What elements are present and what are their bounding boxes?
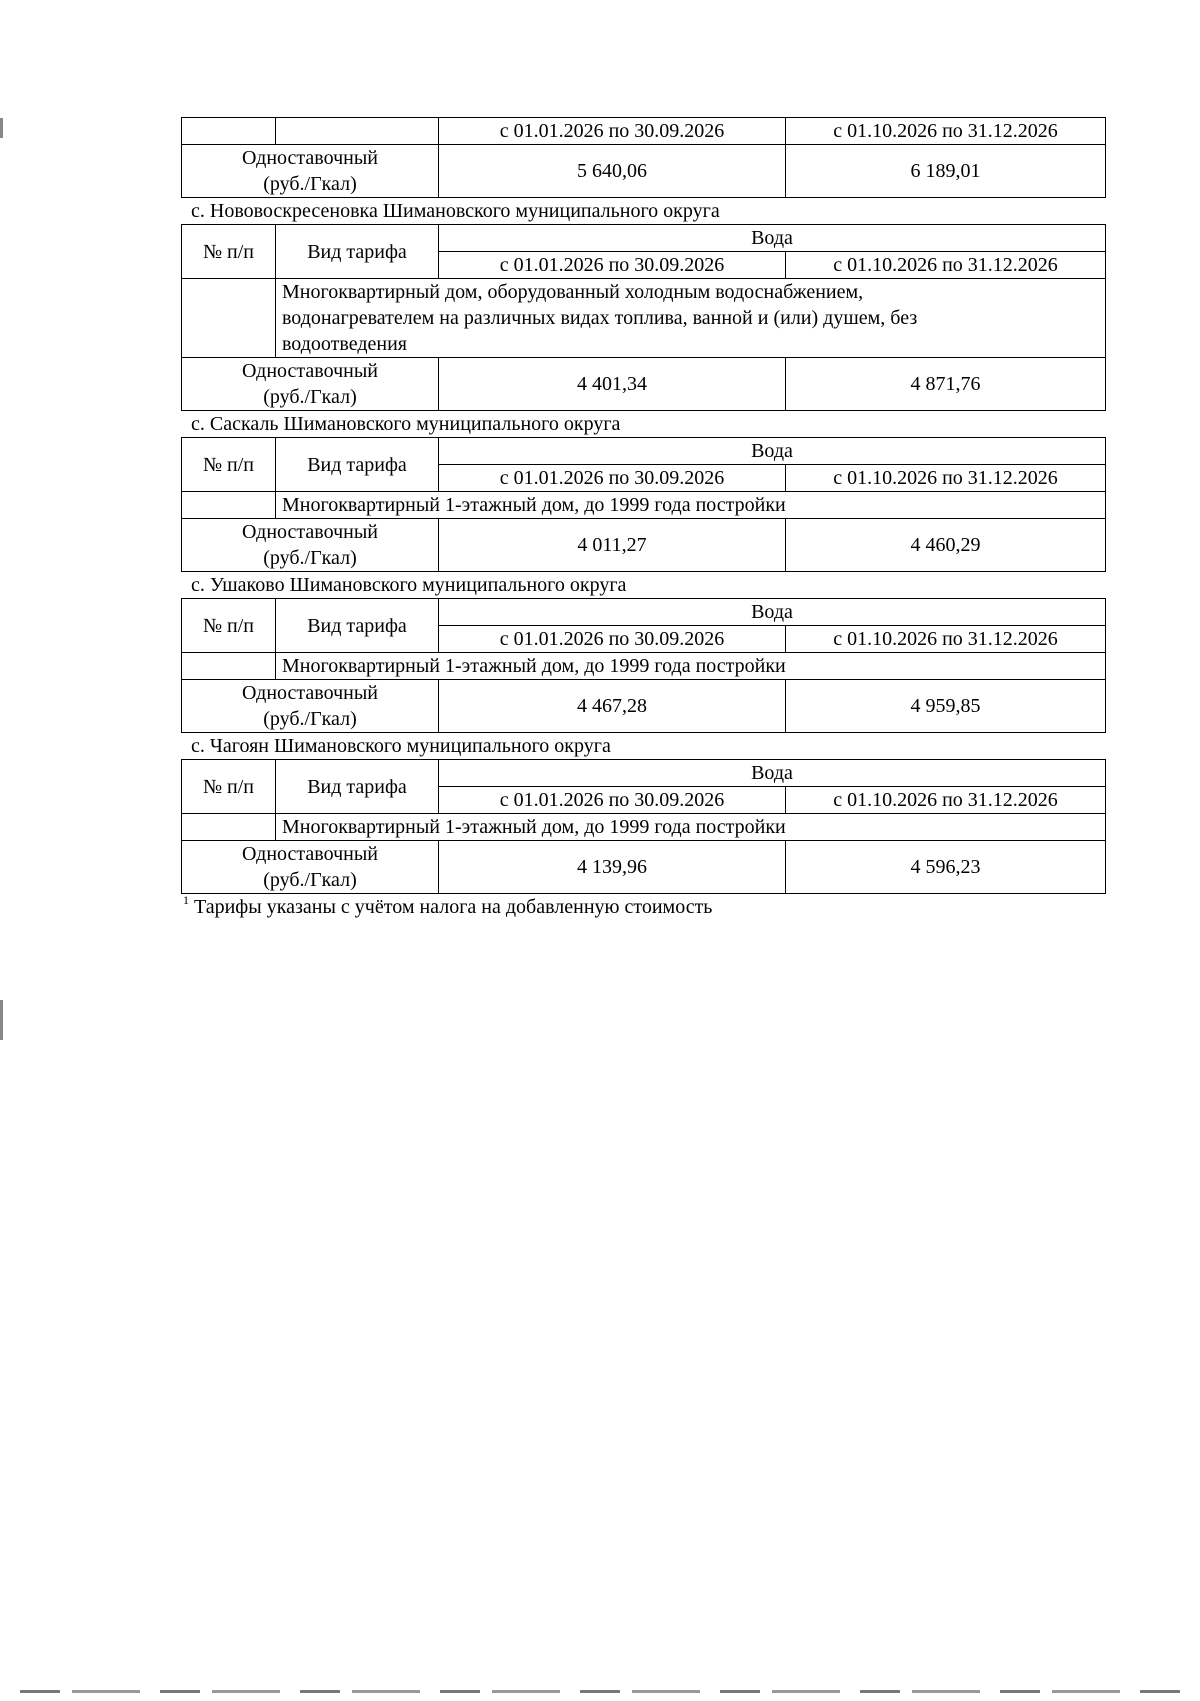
section-title: с. Чагоян Шимановского муниципального округа: [191, 735, 611, 757]
tariff-value-1: 4 401,34: [439, 358, 786, 411]
table-row: [182, 358, 1106, 411]
col-water-header: Вода: [439, 599, 1106, 626]
period-1-header: с 01.01.2026 по 30.09.2026: [439, 626, 786, 653]
table-row: [182, 492, 1106, 519]
footnote: [181, 894, 1105, 920]
document-body: [181, 117, 1105, 920]
housing-description: Многоквартирный 1-этажный дом, до 1999 года постройки: [276, 492, 1106, 519]
table-row: [182, 145, 1106, 198]
scan-edge-mark: [0, 1000, 3, 1040]
tariff-table: [181, 224, 1106, 411]
footnote-text: Тарифы указаны с учётом налога на добавленную стоимость: [194, 896, 713, 918]
period-1-header: с 01.01.2026 по 30.09.2026: [439, 118, 786, 145]
tariff-table: [181, 437, 1106, 572]
table-cell: [182, 814, 276, 841]
section-title: с. Ушаково Шимановского муниципального округа: [191, 574, 627, 596]
table-row: [182, 519, 1106, 572]
period-2-header: с 01.10.2026 по 31.12.2026: [786, 787, 1106, 814]
section-title: с. Саскаль Шимановского муниципального округа: [191, 413, 621, 435]
period-2-header: с 01.10.2026 по 31.12.2026: [786, 465, 1106, 492]
tariff-value-2: 4 959,85: [786, 680, 1106, 733]
table-cell: [182, 279, 276, 358]
period-1-header: с 01.01.2026 по 30.09.2026: [439, 252, 786, 279]
housing-description: Многоквартирный дом, оборудованный холодным водоснабжением, водонагревателем на различных видах топлива, ванной и (или) душем, без водоотведения: [276, 279, 1106, 358]
col-tariff-type-header: Вид тарифа: [276, 438, 439, 492]
col-number-header: № п/п: [182, 438, 276, 492]
housing-description: Многоквартирный 1-этажный дом, до 1999 года постройки: [276, 814, 1106, 841]
table-row: [182, 599, 1106, 626]
tariff-value-2: 4 871,76: [786, 358, 1106, 411]
tariff-table-continued: [181, 117, 1106, 198]
tariff-value-2: 6 189,01: [786, 145, 1106, 198]
tariff-value-1: 4 011,27: [439, 519, 786, 572]
col-tariff-type-header: Вид тарифа: [276, 760, 439, 814]
table-cell: [182, 118, 276, 145]
period-2-header: с 01.10.2026 по 31.12.2026: [786, 252, 1106, 279]
tariff-label: Одноставочный (руб./Гкал): [182, 145, 439, 198]
tariff-table: [181, 598, 1106, 733]
footnote-marker: 1: [183, 893, 189, 907]
tariff-value-1: 4 467,28: [439, 680, 786, 733]
table-row: [182, 438, 1106, 465]
col-water-header: Вода: [439, 225, 1106, 252]
tariff-label: Одноставочный (руб./Гкал): [182, 358, 439, 411]
col-water-header: Вода: [439, 760, 1106, 787]
table-row: [182, 680, 1106, 733]
col-tariff-type-header: Вид тарифа: [276, 225, 439, 279]
col-tariff-type-header: Вид тарифа: [276, 599, 439, 653]
col-water-header: Вода: [439, 438, 1106, 465]
table-row: [182, 653, 1106, 680]
tariff-value-2: 4 460,29: [786, 519, 1106, 572]
period-2-header: с 01.10.2026 по 31.12.2026: [786, 626, 1106, 653]
table-row: [182, 841, 1106, 894]
period-1-header: с 01.01.2026 по 30.09.2026: [439, 465, 786, 492]
table-cell: [182, 653, 276, 680]
period-1-header: с 01.01.2026 по 30.09.2026: [439, 787, 786, 814]
housing-description: Многоквартирный 1-этажный дом, до 1999 года постройки: [276, 653, 1106, 680]
table-row: [182, 225, 1106, 252]
tariff-table: [181, 759, 1106, 894]
table-row: [182, 118, 1106, 145]
col-number-header: № п/п: [182, 760, 276, 814]
tariff-label: Одноставочный (руб./Гкал): [182, 519, 439, 572]
tariff-label: Одноставочный (руб./Гкал): [182, 841, 439, 894]
scan-bottom-edge: [20, 1690, 1180, 1693]
tariff-value-1: 5 640,06: [439, 145, 786, 198]
tariff-value-1: 4 139,96: [439, 841, 786, 894]
table-row: [182, 814, 1106, 841]
col-number-header: № п/п: [182, 599, 276, 653]
period-2-header: с 01.10.2026 по 31.12.2026: [786, 118, 1106, 145]
table-row: [182, 279, 1106, 358]
tariff-value-2: 4 596,23: [786, 841, 1106, 894]
col-number-header: № п/п: [182, 225, 276, 279]
table-row: [182, 760, 1106, 787]
table-cell: [182, 492, 276, 519]
section-title: с. Нововоскресеновка Шимановского муниципального округа: [191, 200, 720, 222]
table-cell: [276, 118, 439, 145]
scan-edge-mark: [0, 118, 3, 138]
tariff-label: Одноставочный (руб./Гкал): [182, 680, 439, 733]
